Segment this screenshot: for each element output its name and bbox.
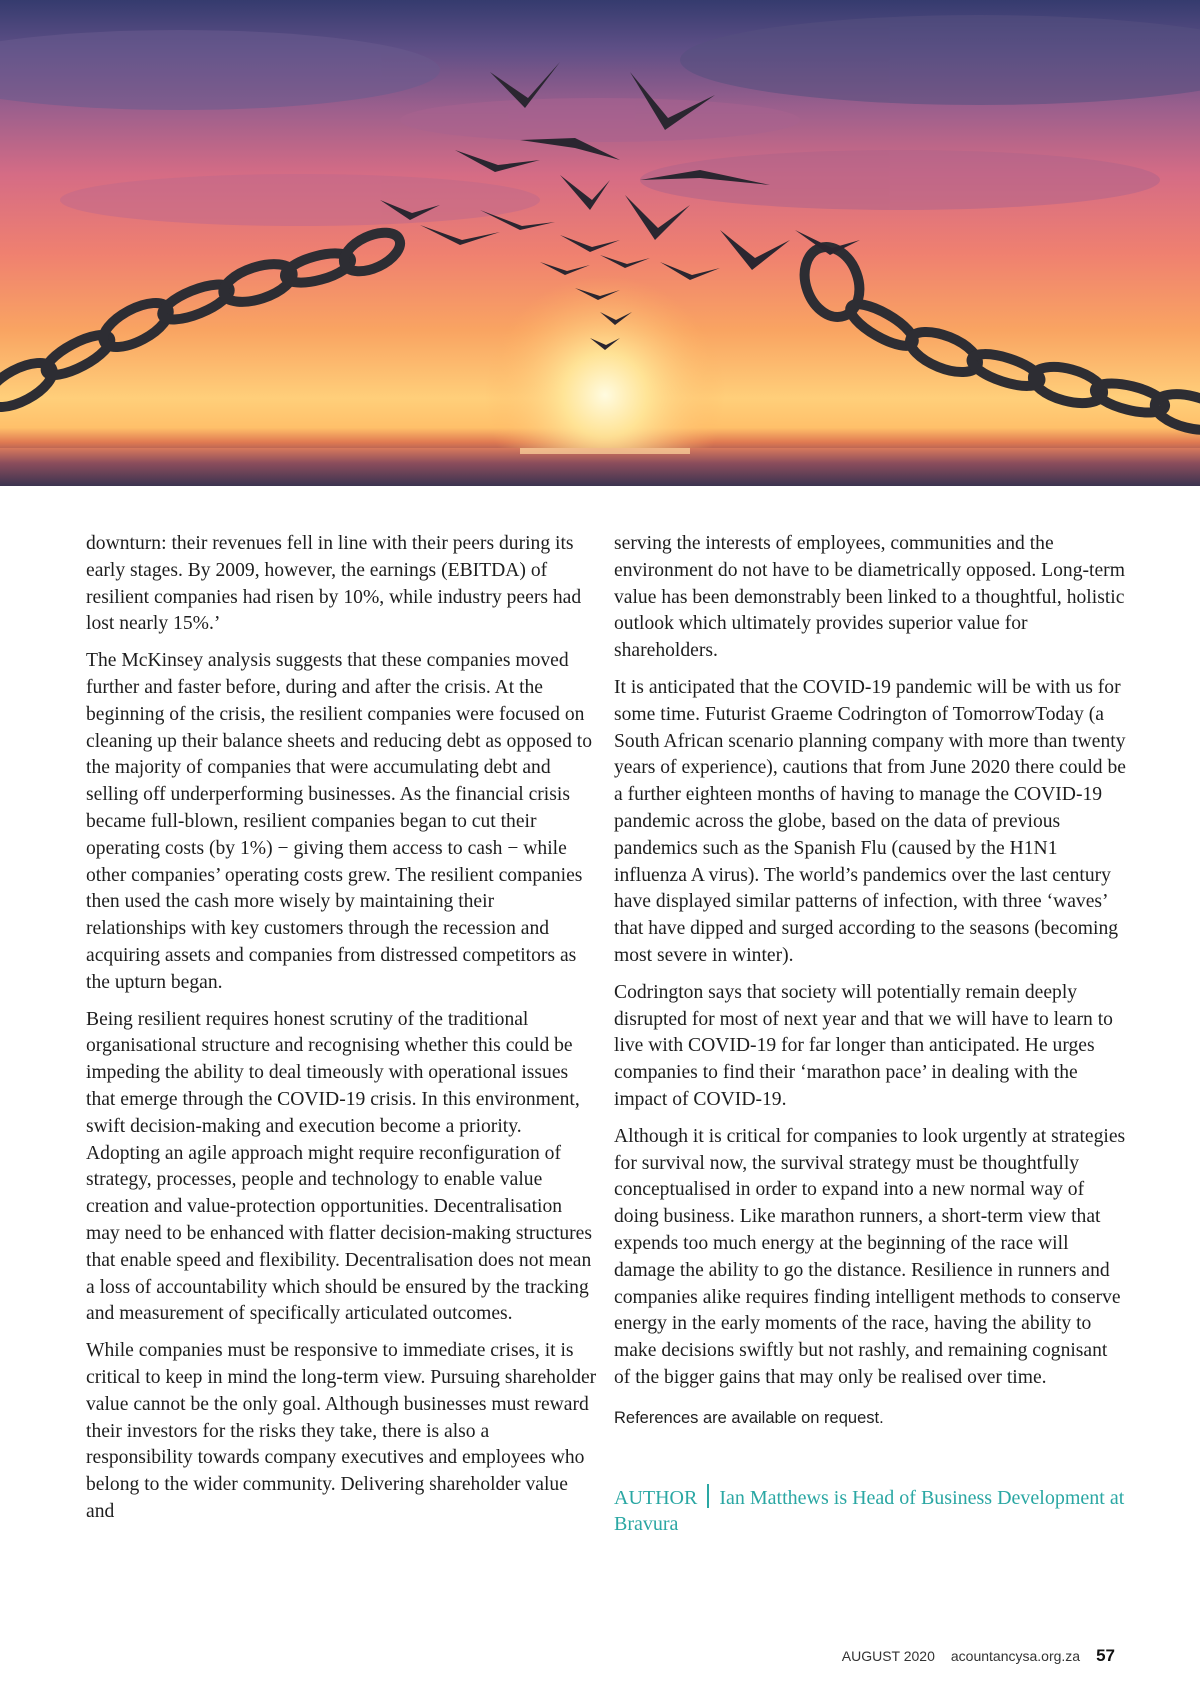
paragraph: Codrington says that society will potentially remain deeply disrupted for most of next year and that we will have to learn to live with COVID-19 for far longer than anticipated. He urges companies to find their ‘marathon pace’ in dealing with the impact of COVID-19. — [614, 981, 1113, 1110]
references-note: References are available on request. — [614, 1408, 884, 1427]
paragraph: The McKinsey analysis suggests that these companies moved further and faster before, during and after the crisis. At the beginning of the crisis, the resilient companies were focused on cleaning up their balance sheets and reducing debt as opposed to the majority of companies that were accumulating debt and selling off underperforming businesses. As the financial crisis became full-blown, resilient companies began to cut their operating costs (by 1%) − giving them access to cash − while other companies’ operating costs grew. The resilient companies then used the cash more wisely by maintaining their relationships with key customers through the recession and acquiring assets and companies from distressed competitors as the upturn began. — [86, 650, 593, 993]
author-label: AUTHOR — [614, 1486, 698, 1509]
paragraph: Being resilient requires honest scrutiny of the traditional organisational structure and recognising whether this could be impeding the ability to deal timeously with operational issues that emerge through the COVID-19 crisis. In this environment, swift decision-making and execution become a priority. Adopting an agile approach might require reconfiguration of strategy, processes, people and technology to enable value creation and value-protection opportunities. Decentralisation may need to be enhanced with flatter decision-making structures that enable speed and flexibility. Decentralisation does not mean a loss of accountability which should be ensured by the tracking and measurement of specifically articulated outcomes. — [86, 1008, 592, 1325]
chain-right — [795, 239, 1200, 436]
article-left-column — [86, 531, 598, 1536]
page-number: 57 — [1096, 1646, 1115, 1665]
hero-image — [0, 0, 1200, 486]
chain-left — [0, 225, 406, 416]
paragraph: While companies must be responsive to immediate crises, it is critical to keep in mind the long-term view. Pursuing shareholder value cannot be the only goal. Although businesses must reward their investors for the risks they take, there is also a responsibility towards company executives and employees who belong to the wider community. Delivering shareholder value and — [86, 1340, 597, 1522]
author-divider — [707, 1484, 709, 1508]
paragraph: serving the interests of employees, communities and the environment do not have to be diametrically opposed. Long-term value has been demonstrably been linked to a thoughtful, holistic outlook which ultimately provides superior value for shareholders. — [614, 533, 1125, 662]
author-bio: Ian Matthews is Head of Business Development at Bravura — [614, 1486, 1125, 1535]
page-footer — [842, 1646, 1115, 1666]
footer-site: acountancysa.org.za — [950, 1648, 1081, 1664]
hero-illustration — [0, 0, 1200, 486]
article-right-column — [614, 531, 1126, 1537]
paragraph: downturn: their revenues fell in line with their peers during its early stages. By 2009, however, the earnings (EBITDA) of resilient companies had risen by 10%, while industry peers had lost nearly 15%.’ — [86, 533, 582, 635]
paragraph: It is anticipated that the COVID-19 pandemic will be with us for some time. Futurist Graeme Codrington of TomorrowToday (a South African scenario planning company with more than twenty years of experience), cautions that from June 2020 there could be a further eighteen months of having to manage the COVID-19 pandemic across the globe, based on the data of previous pandemics such as the Spanish Flu (caused by the H1N1 influenza A virus). The world’s pandemics over the last century have displayed similar patterns of infection, with three ‘waves’ that have dipped and surged according to the seasons (becoming most severe in winter). — [614, 676, 1126, 966]
paragraph: Although it is critical for companies to look urgently at strategies for survival now, the survival strategy must be thoughtfully conceptualised in order to expand into a new normal way of doing business. Like marathon runners, a short-term view that expends too much energy at the beginning of the race will damage the ability to go the distance. Resilience in runners and companies alike requires finding intelligent methods to conserve energy in the early moments of the race, having the ability to make decisions swiftly but not rashly, and remaining cognisant of the bigger gains that may only be realised over time. — [614, 1125, 1126, 1388]
author-byline — [614, 1484, 1126, 1537]
footer-issue: AUGUST 2020 — [841, 1648, 935, 1664]
